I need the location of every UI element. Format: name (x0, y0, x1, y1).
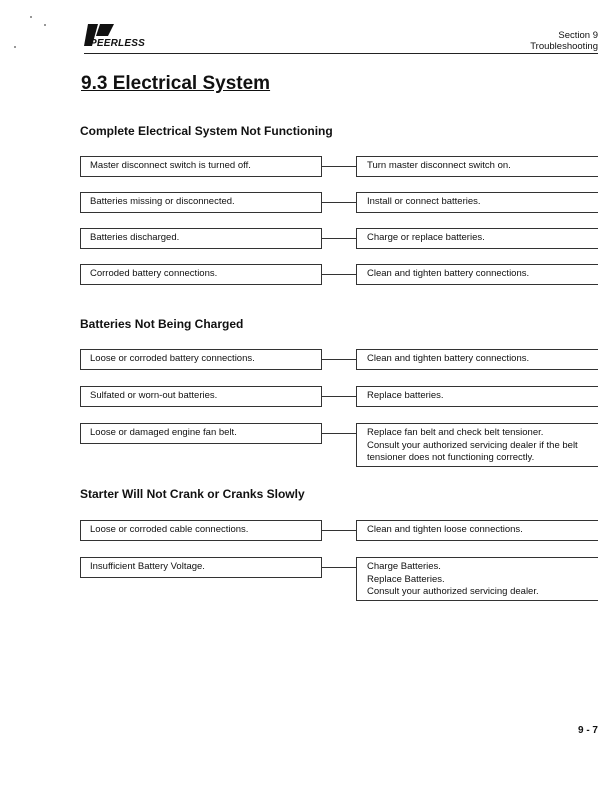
remedy-box (356, 192, 598, 213)
remedy-line: Replace batteries. (367, 390, 444, 401)
section-number: Section 9 (558, 30, 598, 41)
cause-box: Sulfated or worn-out batteries. (80, 386, 322, 407)
remedy-box (356, 386, 598, 407)
remedy-line: Install or connect batteries. (367, 196, 481, 207)
cause-box: Loose or corroded cable connections. (80, 520, 322, 541)
remedy-box (356, 423, 598, 467)
cause-box: Loose or corroded battery connections. (80, 349, 322, 370)
group-heading: Complete Electrical System Not Functioning (80, 124, 333, 138)
connector-line (322, 274, 357, 275)
remedy-line: Charge or replace batteries. (367, 232, 485, 243)
remedy-line: Clean and tighten loose connections. (367, 524, 523, 535)
remedy-box (356, 228, 598, 249)
remedy-line: Consult your authorized servicing dealer. (367, 586, 539, 597)
header-divider (84, 53, 598, 54)
remedy-box (356, 520, 598, 541)
remedy-line: Charge Batteries. (367, 561, 441, 572)
scan-speck (30, 16, 32, 18)
connector-line (322, 359, 357, 360)
scan-speck (14, 46, 16, 48)
remedy-line: Consult your authorized servicing dealer if the belt (367, 439, 578, 451)
brand-name: PEERLESS (90, 38, 145, 49)
remedy-line: Replace Batteries. (367, 573, 445, 585)
remedy-box (356, 156, 598, 177)
connector-line (322, 238, 357, 239)
cause-box: Loose or damaged engine fan belt. (80, 423, 322, 444)
cause-box: Batteries missing or disconnected. (80, 192, 322, 213)
connector-line (322, 567, 357, 568)
page-title: 9.3 Electrical System (81, 73, 271, 94)
remedy-box (356, 557, 598, 601)
remedy-line: Turn master disconnect switch on. (367, 160, 511, 171)
scan-speck (44, 24, 46, 26)
page-number: 9 - 7 (577, 725, 598, 736)
group-heading: Starter Will Not Crank or Cranks Slowly (80, 487, 305, 501)
connector-line (322, 202, 357, 203)
remedy-box (356, 264, 598, 285)
remedy-line: tensioner does not functioning correctly. (367, 452, 535, 463)
remedy-line: Clean and tighten battery connections. (367, 268, 530, 279)
remedy-box (356, 349, 598, 370)
section-title: Troubleshooting (530, 41, 598, 52)
remedy-line: Clean and tighten battery connections. (367, 353, 530, 364)
connector-line (322, 530, 357, 531)
group-heading: Batteries Not Being Charged (80, 317, 244, 331)
connector-line (322, 396, 357, 397)
cause-box: Batteries discharged. (80, 228, 322, 249)
connector-line (322, 433, 357, 434)
connector-line (322, 166, 357, 167)
cause-box: Corroded battery connections. (80, 264, 322, 285)
cause-box: Insufficient Battery Voltage. (80, 557, 322, 578)
cause-box: Master disconnect switch is turned off. (80, 156, 322, 177)
remedy-line: Replace fan belt and check belt tensioner. (367, 427, 544, 438)
